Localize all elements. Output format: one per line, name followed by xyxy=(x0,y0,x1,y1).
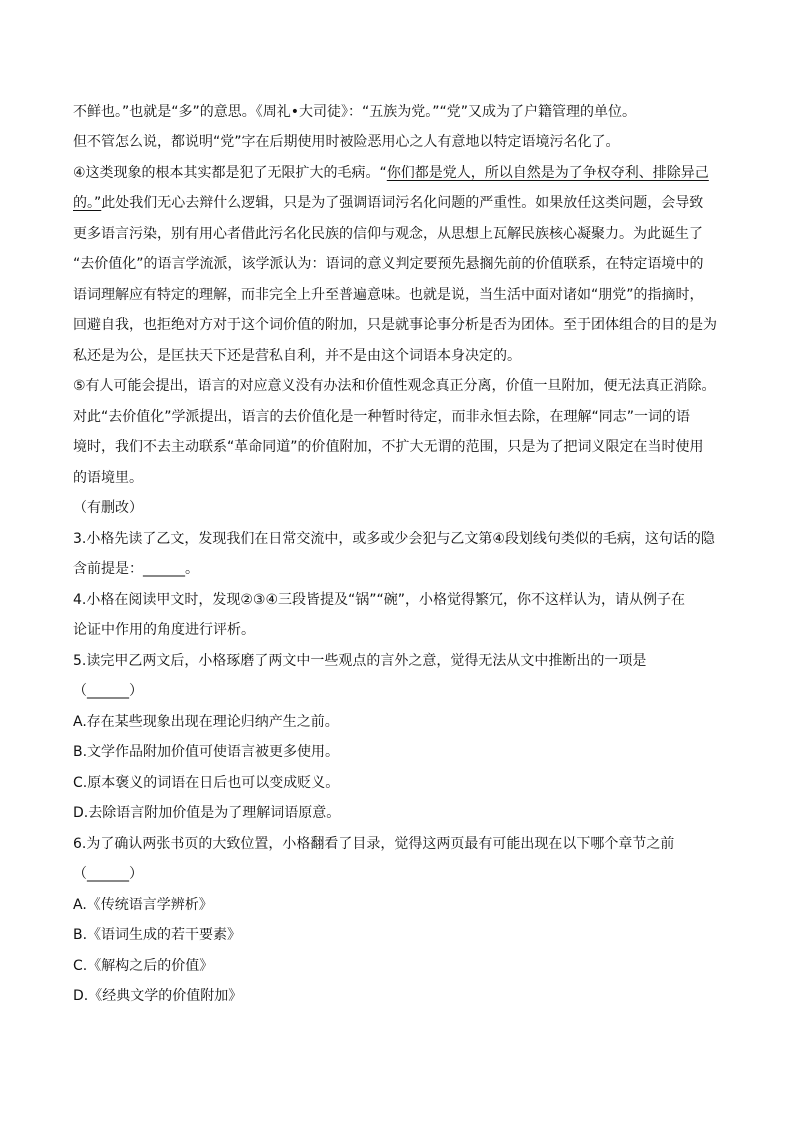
answer-blank: （______） xyxy=(73,866,143,882)
question-5-stem: 5.读完甲乙两文后，小格琢磨了两文中一些观点的言外之意，觉得无法从文中推断出的一项是 xyxy=(73,653,647,669)
question-3: 含前提是：______。 xyxy=(73,561,199,577)
passage-line: 回避自我，也拒绝对方对于这个词价值的附加，只是就事论事分析是否为团体。至于团体组合的目的是为 xyxy=(73,317,717,333)
option-d: D.去除语言附加价值是为了理解词语原意。 xyxy=(73,805,341,821)
passage-line: 不鲜也。”也就是“多”的意思。《周礼•大司徒》：“五族为党。”“党”又成为了户籍管理的单位。 xyxy=(73,104,637,120)
underlined-sentence: 你们都是党人，所以自然是为了争权夺利、排除异己 xyxy=(386,165,709,181)
passage-line: 更多语言污染，别有用心者借此污名化民族的信仰与观念，从思想上瓦解民族核心凝聚力。为此诞生了 xyxy=(73,226,703,242)
passage-line: 境时，我们不去主动联系“革命同道”的价值附加，不扩大无谓的范围，只是为了把词义限定在当时使用 xyxy=(73,439,704,455)
option-a: A.《传统语言学辨析》 xyxy=(73,897,213,913)
underlined-sentence-end: 的。” xyxy=(73,195,102,211)
passage-line: 但不管怎么说，都说明“党”字在后期使用时被险恶用心之人有意地以特定语境污名化了。 xyxy=(73,134,620,150)
passage-line: 私还是为公，是匡扶天下还是营私自利，并不是由这个词语本身决定的。 xyxy=(73,348,521,364)
option-c: C.《解构之后的价值》 xyxy=(73,958,214,974)
passage-line xyxy=(73,193,733,213)
option-a: A.存在某些现象出现在理论归纳产生之前。 xyxy=(73,714,339,730)
passage-line: “去价值化”的语言学流派，该学派认为：语词的意义判定要预先悬搁先前的价值联系，在特定语境中的 xyxy=(73,256,704,272)
passage-line: 的语境里。 xyxy=(73,470,143,486)
answer-blank: （______） xyxy=(73,683,143,699)
passage-line: 对此“去价值化”学派提出，语言的去价值化是一种暂时待定，而非永恒去除，在理解“同志”一词的语 xyxy=(73,409,691,425)
passage-line xyxy=(73,163,733,183)
paragraph-4-text: 此处我们无心去辩什么逻辑，只是为了强调语词污名化问题的严重性。如果放任这类问题，会导致 xyxy=(101,195,704,211)
passage-line: 语词理解应有特定的理解，而非完全上升至普遍意味。也就是说，当生活中面对诸如“朋党”的指摘时， xyxy=(73,287,704,303)
passage-line: ⑤有人可能会提出，语言的对应意义没有办法和价值性观念真正分离，价值一旦附加，便无法真正消除。 xyxy=(73,378,716,394)
question-6-stem: 6.为了确认两张书页的大致位置，小格翻看了目录，觉得这两页最有可能出现在以下哪个章节之前 xyxy=(73,836,675,852)
question-3: 3.小格先读了乙文，发现我们在日常交流中，或多或少会犯与乙文第④段划线句类似的毛病，这句话的隐 xyxy=(73,531,715,547)
question-4: 论证中作用的角度进行评析。 xyxy=(73,622,255,638)
source-note: （有删改） xyxy=(73,500,143,516)
question-4: 4.小格在阅读甲文时，发现②③④三段皆提及“锅”“碗”，小格觉得繁冗，你不这样认为，请从例子在 xyxy=(73,592,686,608)
option-b: B.《语词生成的若干要素》 xyxy=(73,927,242,943)
paragraph-4-text: ④这类现象的根本其实都是犯了无限扩大的毛病。“ xyxy=(73,165,387,181)
option-b: B.文学作品附加价值可使语言被更多使用。 xyxy=(73,744,340,760)
option-d: D.《经典文学的价值附加》 xyxy=(73,988,243,1004)
option-c: C.原本褒义的词语在日后也可以变成贬义。 xyxy=(73,775,340,791)
